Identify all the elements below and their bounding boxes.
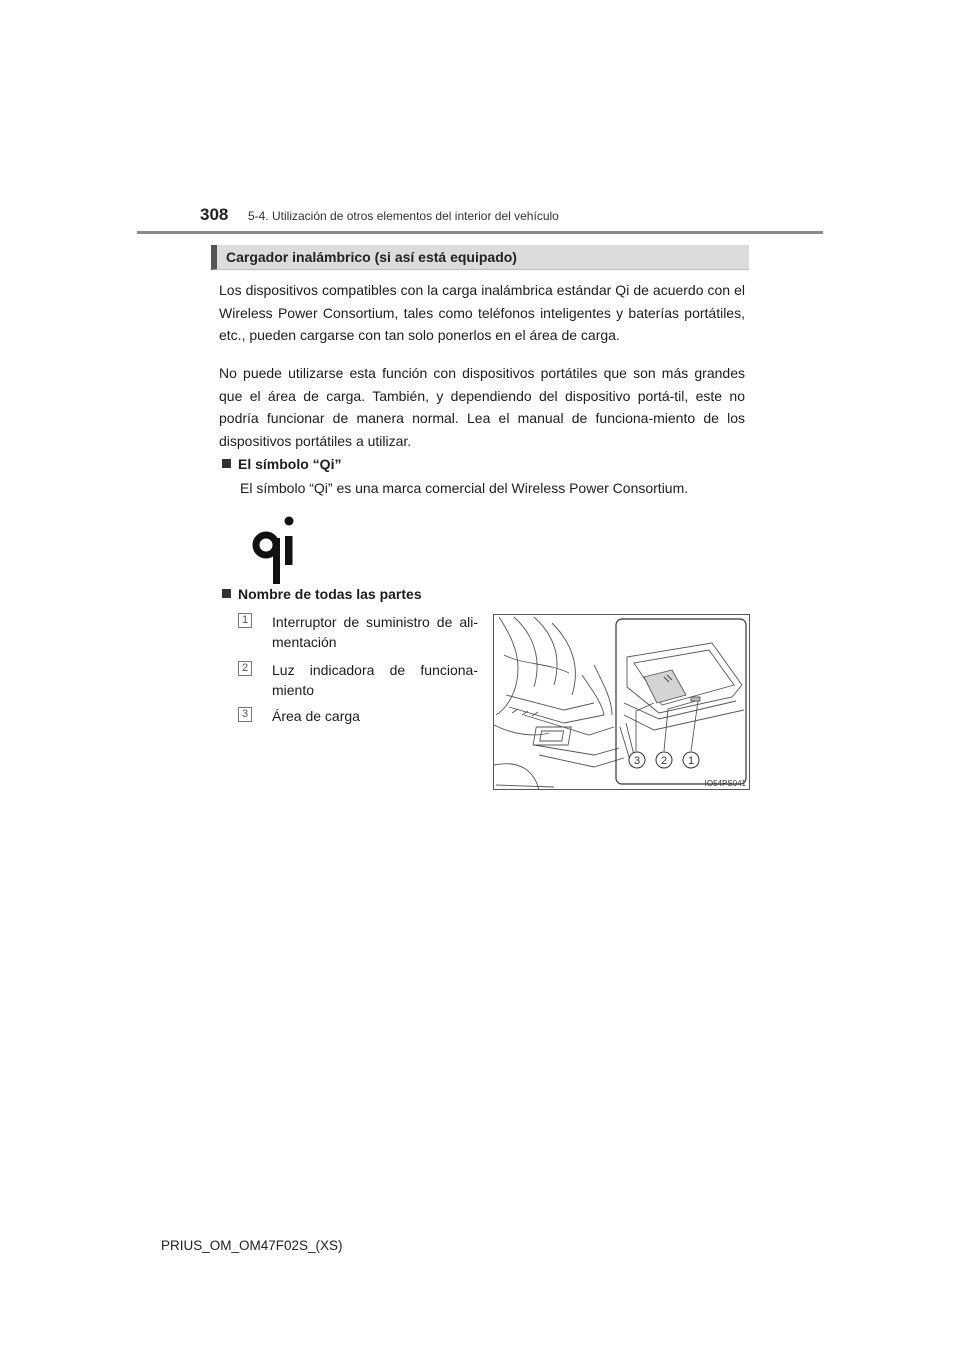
qi-symbol-heading [222, 456, 341, 472]
parts-heading [222, 586, 422, 602]
part-label: Luz indicadora de funciona-miento [272, 662, 478, 698]
intro-paragraph: Los dispositivos compatibles con la carga inalámbrica estándar Qi de acuerdo con el Wireless Power Consortium, tales como teléfonos inteligentes y baterías portátiles, etc., pueden cargarse con tan solo ponerlos en el área de carga. [219, 282, 745, 343]
part-label: Área de carga [272, 708, 360, 724]
footer-model-code: PRIUS_OM_OM47F02S_(XS) [161, 1238, 343, 1253]
part-number-badge: 3 [238, 707, 252, 722]
callout-3: 3 [633, 755, 641, 767]
part-number-badge: 1 [238, 613, 252, 628]
square-bullet-icon [222, 459, 231, 468]
illustration-code: IO54PS041 [704, 779, 746, 788]
callout-1: 1 [687, 755, 695, 767]
warning-paragraph: No puede utilizarse esta función con dispositivos portátiles que son más grandes que el área de carga. También, y dependiendo del dispositivo portá-til, este no podría funcionar de manera normal. Lea el manual de funciona-miento de los dispositivos portátiles a utilizar. [219, 365, 745, 449]
qi-symbol-heading-text: El símbolo “Qi” [238, 456, 342, 472]
chapter-title: 5-4. Utilización de otros elementos del interior del vehículo [248, 209, 559, 223]
callout-2: 2 [660, 755, 668, 767]
console-line-drawing [494, 615, 750, 790]
part-label: Interruptor de suministro de ali-mentación [272, 614, 478, 650]
qi-logo-icon [250, 514, 296, 586]
wireless-charger-illustration [493, 614, 750, 790]
header-divider [137, 231, 823, 234]
parts-heading-text: Nombre de todas las partes [238, 586, 422, 602]
section-heading-text: Cargador inalámbrico (si así está equipado) [226, 249, 517, 265]
part-number-badge: 2 [238, 661, 252, 676]
section-heading [211, 245, 749, 270]
page-number: 308 [200, 205, 229, 224]
qi-symbol-description: El símbolo “Qi” es una marca comercial del Wireless Power Consortium. [240, 480, 689, 496]
square-bullet-icon [222, 589, 231, 598]
